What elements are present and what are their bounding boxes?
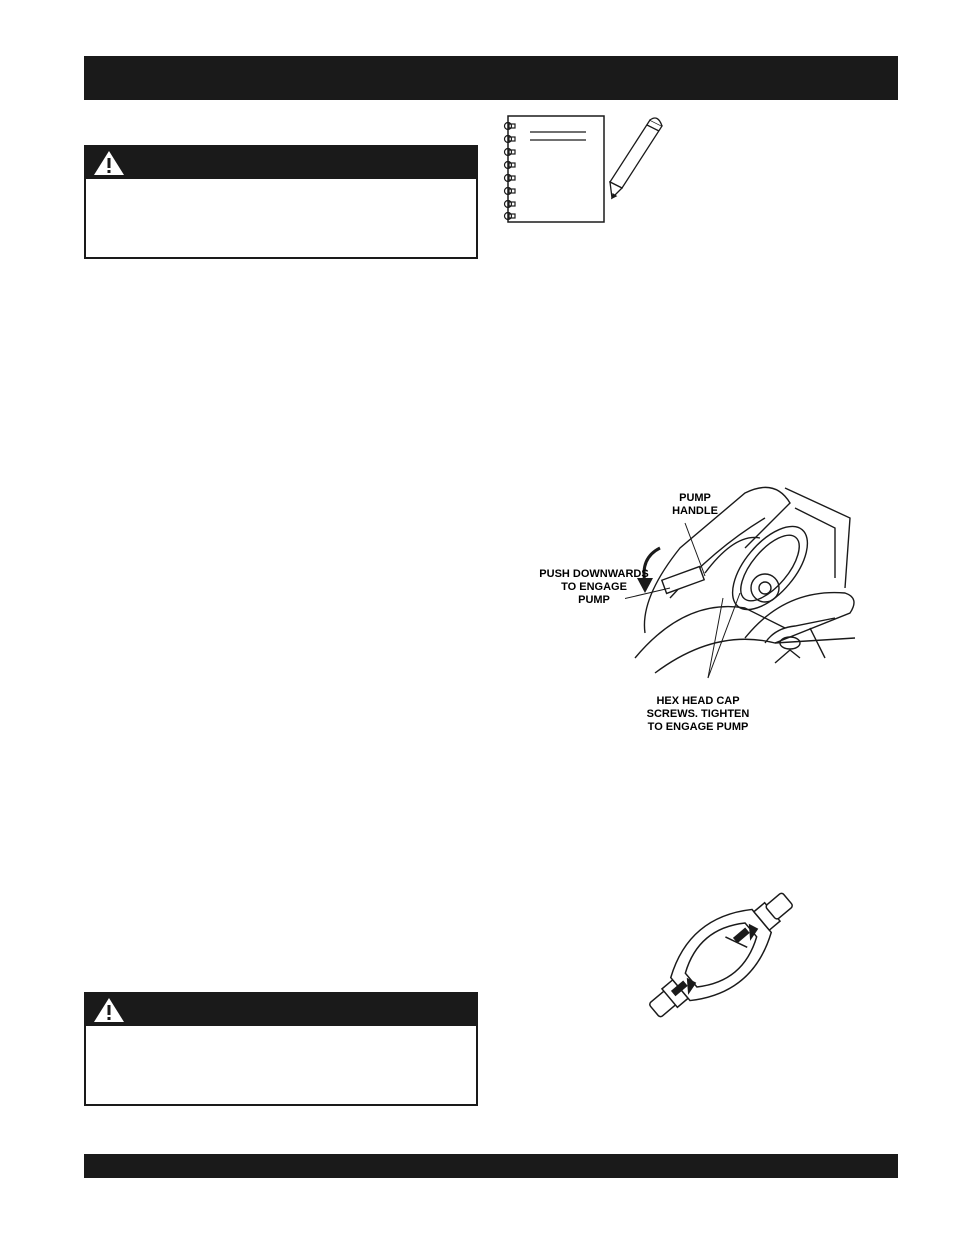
warning-box-bottom — [84, 992, 478, 1106]
warning-header — [86, 147, 476, 179]
footer-bar — [84, 1154, 898, 1178]
callout-hex-screws: HEX HEAD CAP SCREWS. TIGHTEN TO ENGAGE PUMP — [646, 695, 750, 733]
warning-box-top — [84, 145, 478, 259]
notebook-pencil-illustration — [500, 112, 675, 227]
header-bar — [84, 56, 898, 100]
warning-header — [86, 994, 476, 1026]
pencil-icon — [610, 118, 662, 198]
callout-pump-handle: PUMP HANDLE — [672, 492, 718, 517]
callout-push-downwards: PUSH DOWNWARDS TO ENGAGE PUMP — [539, 568, 649, 606]
primer-bulb-illustration — [636, 880, 806, 1030]
warning-triangle-icon — [92, 149, 126, 177]
warning-triangle-icon — [92, 996, 126, 1024]
notebook-icon — [505, 116, 605, 222]
